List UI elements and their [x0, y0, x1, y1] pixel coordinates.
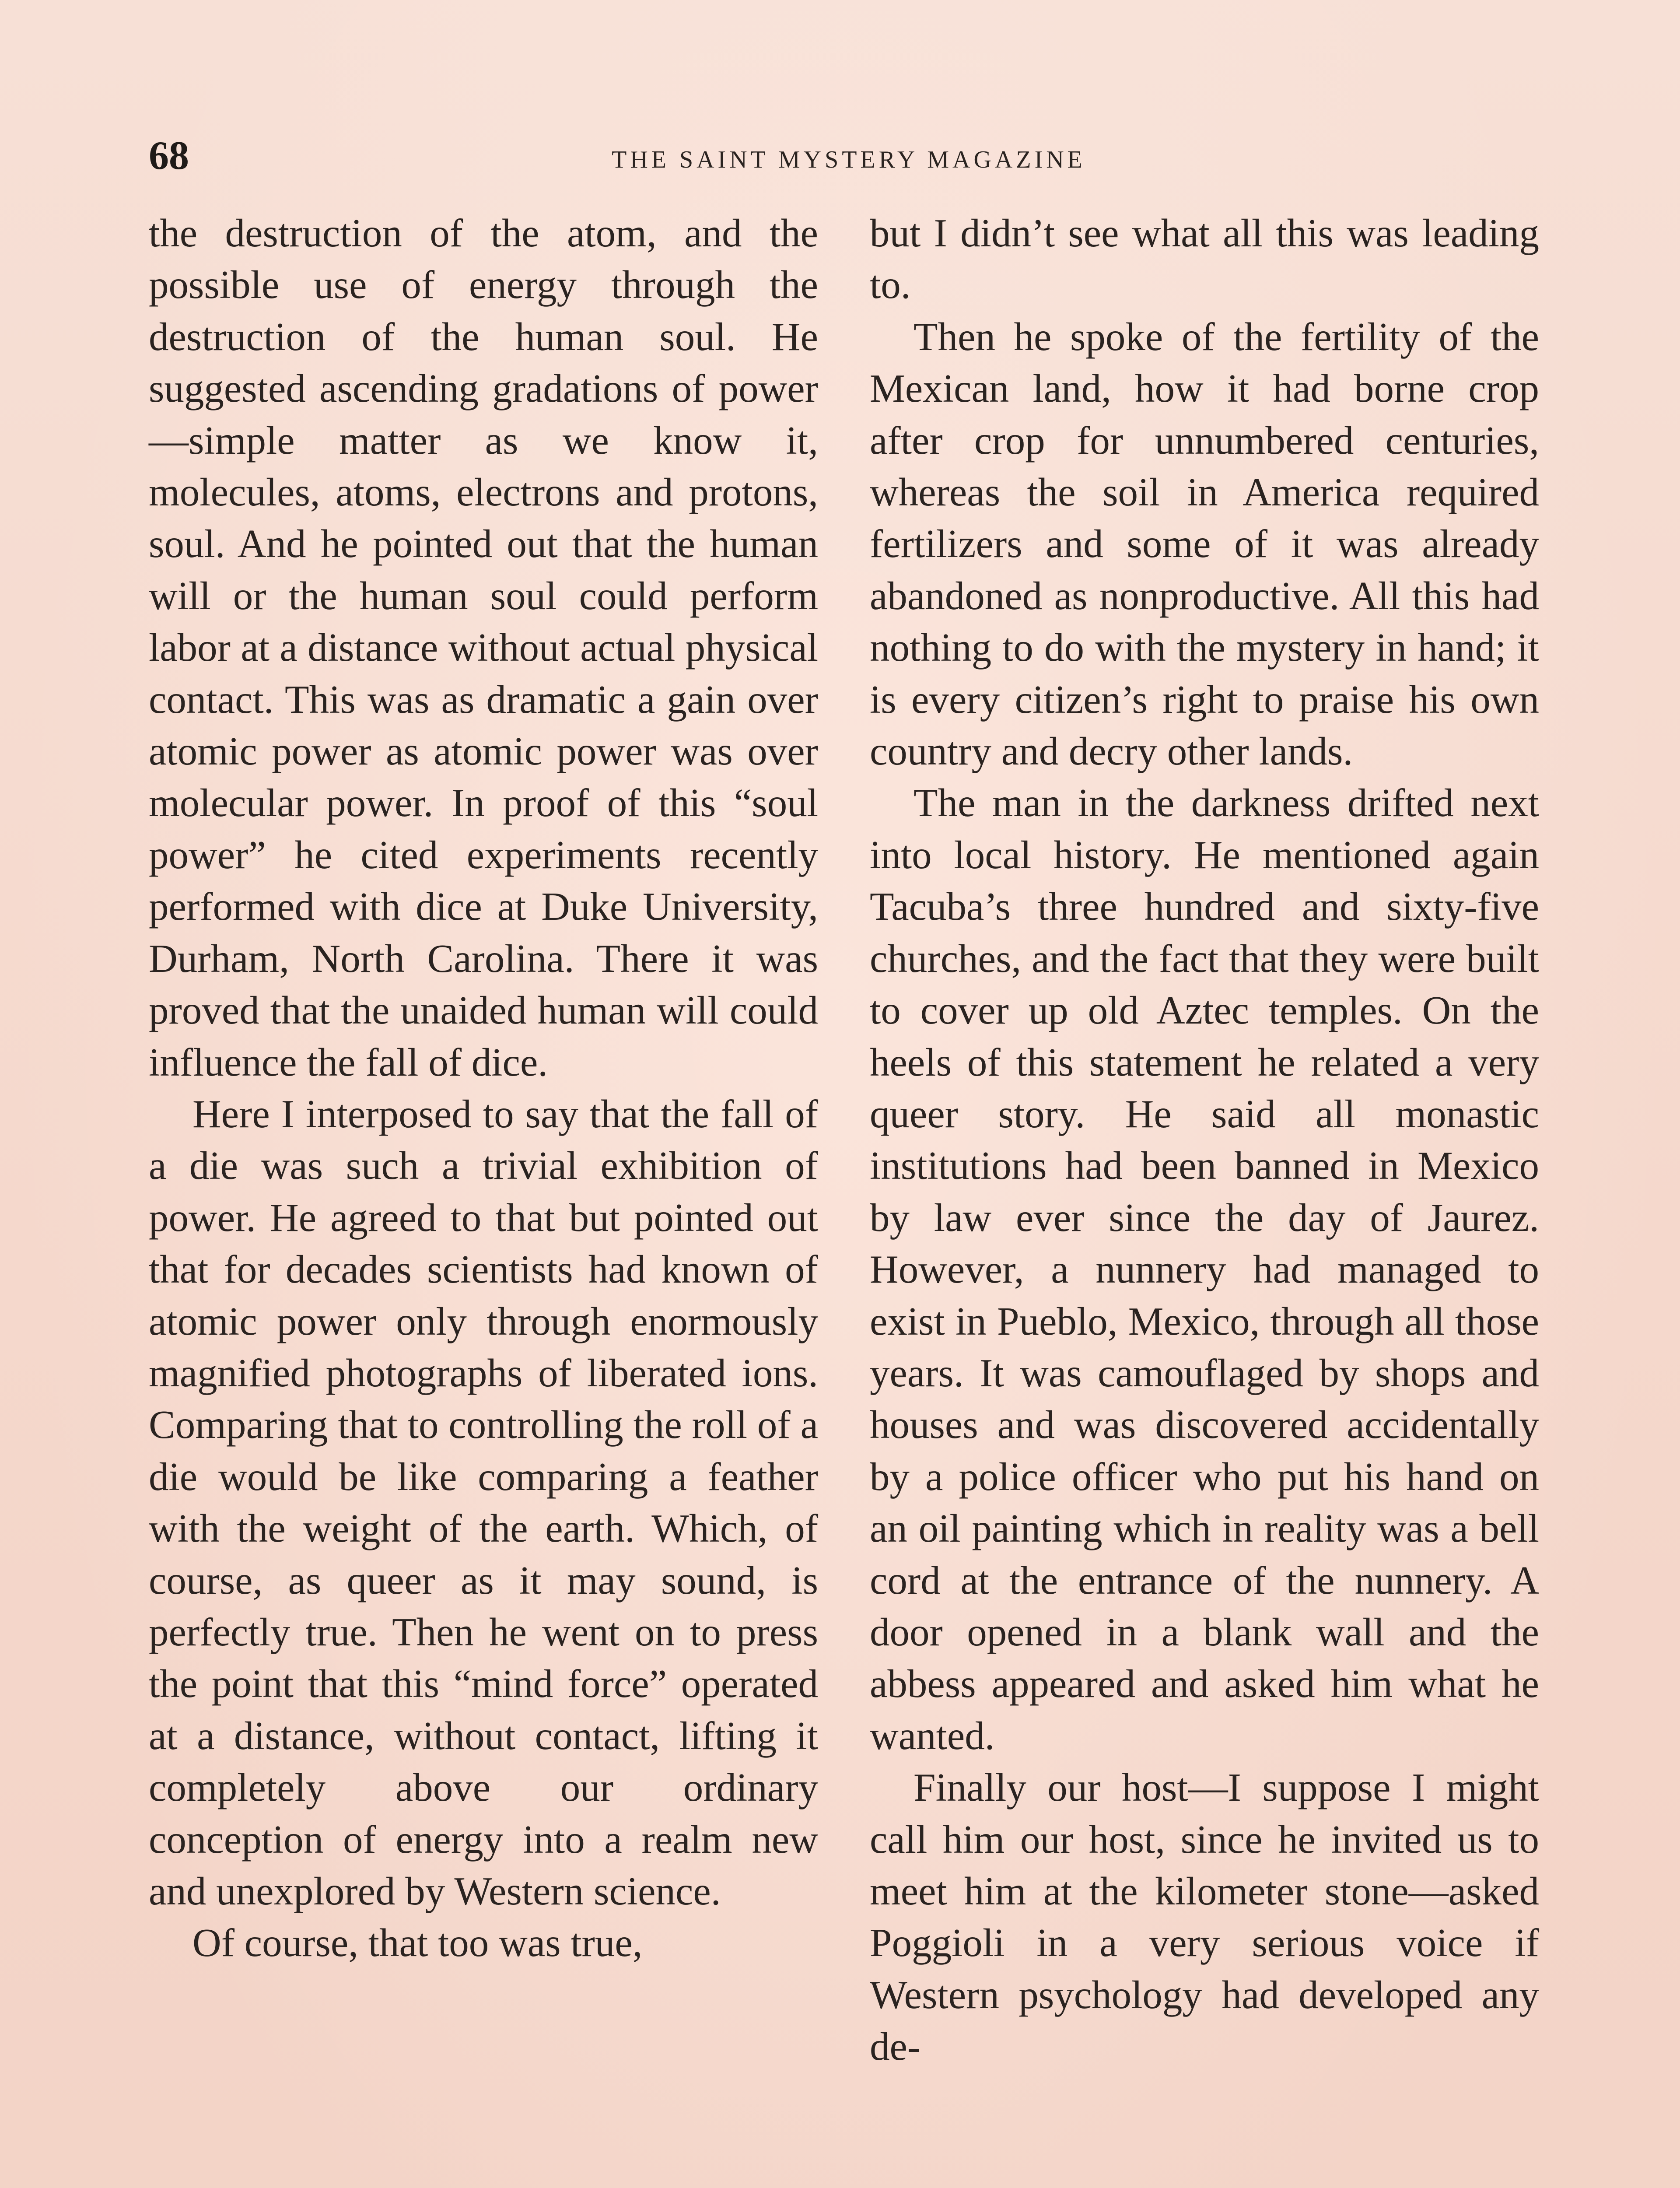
page-number: 68 — [149, 133, 189, 178]
right-paragraph-1: but I didn’t see what all this was leading to. — [870, 211, 1539, 307]
right-paragraph-4: Finally our host—I suppose I might call him our host, since he invited us to meet him at the kilometer stone—asked Poggioli in a very serious voice if Western psychology had developed any de- — [870, 1765, 1539, 2069]
right-paragraph-2: Then he spoke of the fertility of the Mexican land, how it had borne crop after crop for unnumbered centuries, whereas the soil in America required fertilizers and some of it was already abandoned as nonproductive. All this had nothing to do with the mystery in hand; it is every citizen’s right to praise his own country and decry other lands. — [870, 314, 1539, 774]
left-paragraph-3: Of course, that too was true, — [192, 1921, 643, 1965]
right-column — [870, 207, 1539, 2073]
left-column — [149, 207, 818, 1969]
right-paragraph-3: The man in the darkness drifted next into local history. He mentioned again Tacuba’s three hundred and sixty-five churches, and the fact that they were built to cover up old Aztec temples. On the heels of this statement he related a very queer story. He said all monastic institutions had been banned in Mexico by law ever since the day of Jaurez. However, a nunnery had managed to exist in Pueblo, Mexico, through all those years. It was camouflaged by shops and houses and was discovered accidentally by a police officer who put his hand on an oil painting which in reality was a bell cord at the entrance of the nunnery. A door opened in a blank wall and the abbess appeared and asked him what he wanted. — [870, 781, 1539, 1758]
left-paragraph-2: Here I interposed to say that the fall of a die was such a trivial exhibition of power. He agreed to that but pointed out that for decades scientists had known of atomic power only through enormously magnified photographs of liberated ions. Comparing that to controlling the roll of a die would be like comparing a feather with the weight of the earth. Which, of course, as queer as it may sound, is perfectly true. Then he went on to press the point that this “mind force” operated at a distance, without contact, lifting it completely above our ordinary conception of energy into a realm new and unexplored by Western science. — [149, 1091, 818, 1913]
running-head: THE SAINT MYSTERY MAGAZINE — [612, 146, 1086, 173]
left-paragraph-1: the destruction of the atom, and the possible use of energy through the destruction of the human soul. He suggested ascending gradations of power—simple matter as we know it, molecules, atoms, electrons and protons, soul. And he pointed out that the human will or the human soul could perform labor at a distance without actual physical contact. This was as dramatic a gain over atomic power as atomic power was over molecular power. In proof of this “soul power” he cited experiments recently performed with dice at Duke University, Durham, North Carolina. There it was proved that the unaided human will could influence the fall of dice. — [149, 211, 818, 1084]
